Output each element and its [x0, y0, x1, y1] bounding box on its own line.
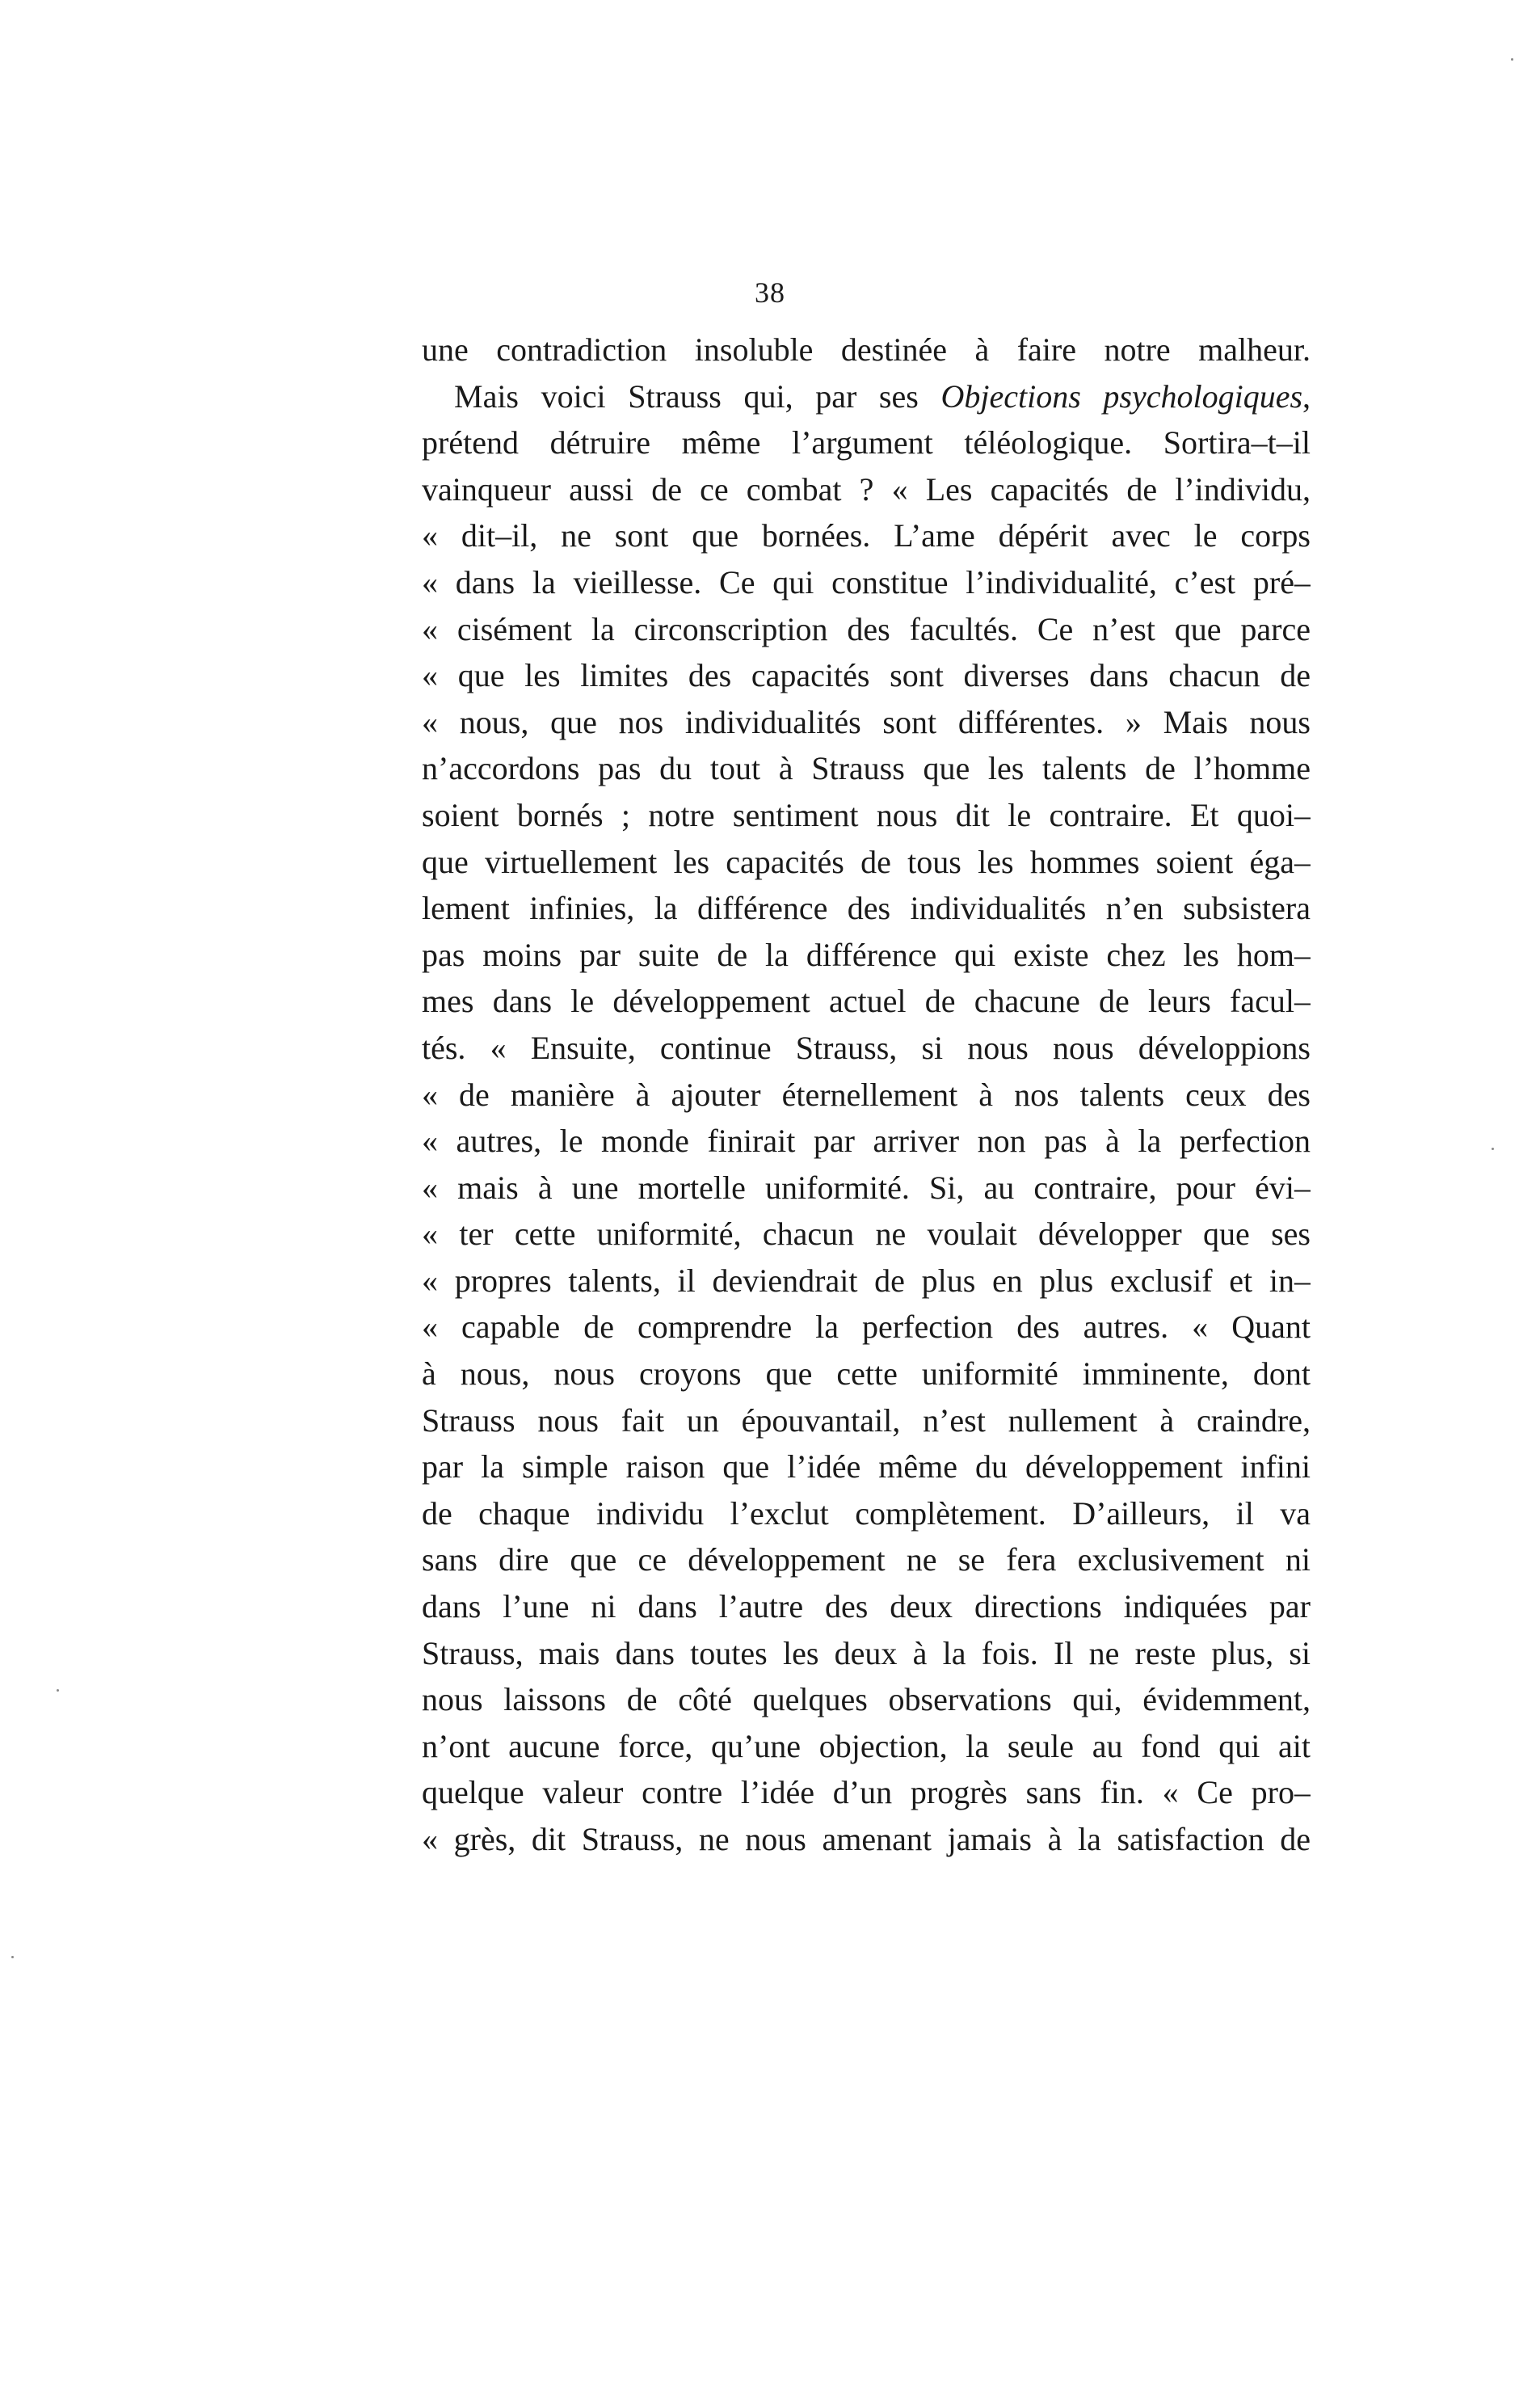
line-text: mes dans le développement actuel de chacune de leurs facul– — [422, 983, 1311, 1020]
text-line — [422, 1769, 1311, 1816]
line-text: « que les limites des capacités sont diverses dans chacun de — [422, 657, 1311, 694]
line-text-tail: , — [1302, 377, 1311, 415]
text-line — [422, 327, 1311, 373]
text-line — [422, 885, 1311, 932]
line-text: que virtuellement les capacités de tous les hommes soient éga– — [422, 843, 1311, 880]
text-line — [422, 1490, 1311, 1537]
line-text: « cisément la circonscription des facultés. Ce n’est que parce — [422, 610, 1311, 647]
line-text: par la simple raison que l’idée même du développement infini — [422, 1448, 1311, 1485]
text-line — [422, 1816, 1311, 1863]
line-text: Strauss nous fait un épouvantail, n’est nullement à craindre, — [422, 1401, 1311, 1439]
text-line — [422, 1630, 1311, 1677]
line-text: sans dire que ce développement ne se fera exclusivement ni — [422, 1541, 1311, 1578]
line-text: « nous, que nos individualités sont différentes. » Mais nous — [422, 703, 1311, 740]
line-text: quelque valeur contre l’idée d’un progrès sans fin. « Ce pro– — [422, 1774, 1311, 1811]
line-text: de chaque individu l’exclut complètement. D’ailleurs, il va — [422, 1494, 1311, 1532]
text-line — [422, 559, 1311, 606]
paper-speck — [11, 1956, 14, 1958]
line-text: « ter cette uniformité, chacun ne voulait développer que ses — [422, 1216, 1311, 1253]
text-line — [422, 839, 1311, 886]
line-text: nous laissons de côté quelques observations qui, évidemment, — [422, 1681, 1311, 1718]
line-text: « de manière à ajouter éternellement à nos talents ceux des — [422, 1076, 1311, 1113]
line-text: « autres, le monde finirait par arriver non pas à la perfection — [422, 1123, 1311, 1160]
text-line — [422, 1025, 1311, 1072]
text-line — [422, 1165, 1311, 1212]
line-text: prétend détruire même l’argument téléologique. Sortira–t–il — [422, 424, 1311, 461]
paper-speck — [1492, 1148, 1494, 1150]
text-line — [422, 1536, 1311, 1583]
line-text: « grès, dit Strauss, ne nous amenant jamais à la satisfaction de — [422, 1821, 1311, 1857]
line-text: « mais à une mortelle uniformité. Si, au contraire, pour évi– — [422, 1169, 1311, 1206]
text-line — [422, 419, 1311, 466]
line-text: lement infinies, la différence des individualités n’en subsistera — [422, 890, 1311, 927]
line-text: soient bornés ; notre sentiment nous dit le contraire. Et quoi– — [422, 796, 1311, 833]
text-line — [422, 1072, 1311, 1119]
text-line — [422, 1723, 1311, 1770]
line-text: Strauss, mais dans toutes les deux à la fois. Il ne reste plus, si — [422, 1634, 1311, 1671]
paper-speck — [1511, 58, 1513, 61]
line-text: n’accordons pas du tout à Strauss que les talents de l’homme — [422, 750, 1311, 787]
text-line — [422, 1583, 1311, 1630]
text-line — [422, 699, 1311, 746]
italic-title: Objections psychologiques — [940, 377, 1303, 415]
line-text: « dit–il, ne sont que bornées. L’ame dépérit avec le corps — [422, 517, 1311, 554]
text-line — [422, 1258, 1311, 1304]
line-text: pas moins par suite de la différence qui existe chez les hom– — [422, 936, 1311, 973]
text-line — [422, 792, 1311, 839]
line-text: une contradiction insoluble destinée à faire notre malheur. — [422, 331, 1311, 368]
paper-speck — [57, 1689, 59, 1692]
line-text: « capable de comprendre la perfection des autres. « Quant — [422, 1308, 1311, 1346]
text-line — [422, 606, 1311, 653]
page-number: 38 — [755, 276, 785, 309]
text-line — [422, 373, 1311, 420]
line-text: « propres talents, il deviendrait de plus en plus exclusif et in– — [422, 1262, 1311, 1299]
body-text — [422, 327, 1311, 1863]
text-line — [422, 1304, 1311, 1351]
text-line — [422, 652, 1311, 699]
line-text: tés. « Ensuite, continue Strauss, si nous nous développions — [422, 1029, 1311, 1066]
text-line — [422, 1118, 1311, 1165]
line-text: « dans la vieillesse. Ce qui constitue l’individualité, c’est pré– — [422, 563, 1311, 600]
text-line — [422, 745, 1311, 792]
text-line — [422, 1351, 1311, 1397]
line-text: à nous, nous croyons que cette uniformité imminente, dont — [422, 1355, 1311, 1393]
text-line — [422, 1443, 1311, 1490]
line-text: dans l’une ni dans l’autre des deux directions indiquées par — [422, 1588, 1311, 1625]
line-text: vainqueur aussi de ce combat ? « Les capacités de l’individu, — [422, 470, 1311, 508]
text-line — [422, 512, 1311, 559]
text-line — [422, 978, 1311, 1025]
text-line — [422, 1397, 1311, 1444]
line-text: n’ont aucune force, qu’une objection, la seule au fond qui ait — [422, 1727, 1311, 1764]
text-line — [422, 466, 1311, 513]
line-text: Mais voici Strauss qui, par ses — [454, 377, 941, 415]
text-line — [422, 932, 1311, 979]
text-line — [422, 1676, 1311, 1723]
text-line — [422, 1211, 1311, 1258]
